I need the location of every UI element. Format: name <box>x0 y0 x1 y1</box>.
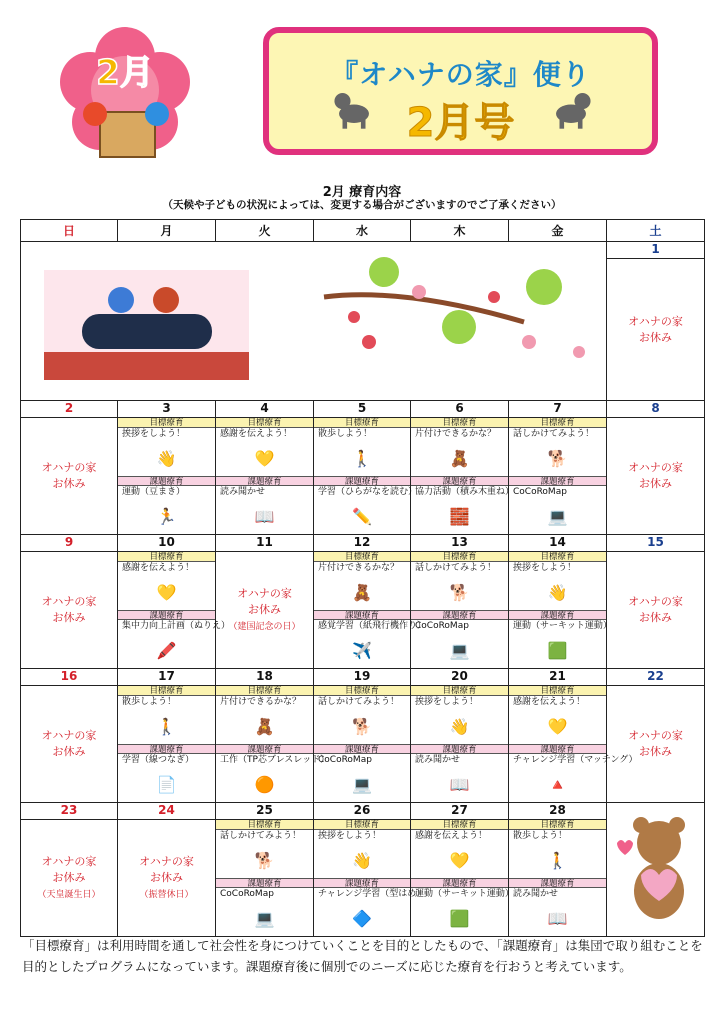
greeting-icon: 👋 <box>449 716 470 736</box>
closed-day-9: オハナの家 お休み <box>21 552 118 669</box>
goal-activity: 感謝を伝えよう！ <box>122 563 195 573</box>
day-cell-25: 目標療育 話しかけてみよう！ 🐕 課題療育 CoCoRoMap 💻 <box>216 820 314 937</box>
goal-activity: 感謝を伝えよう！ <box>415 831 488 841</box>
title-line2: 2月号 <box>406 100 515 146</box>
coloring-icon: 🖍️ <box>156 640 177 660</box>
task-activity: 工作（TP芯ブレスレッド） <box>220 755 330 765</box>
newsletter-title-box <box>263 27 658 155</box>
date-17: 17 <box>118 669 216 686</box>
shape-sorter-icon: 🔷 <box>352 908 372 928</box>
date-9: 9 <box>21 535 118 552</box>
task-activity: 読み聞かせ <box>220 487 266 497</box>
date-11: 11 <box>216 535 314 552</box>
goal-activity: 話しかけてみよう！ <box>220 831 302 841</box>
date-19: 19 <box>314 669 411 686</box>
day-cell-10: 目標療育 感謝を伝えよう！ 💛 課題療育 集中力向上計画（ぬりえ） 🖍️ <box>118 552 216 669</box>
task-activity: 運動（豆まき） <box>122 487 186 497</box>
day-cell-14: 目標療育 挨拶をしよう！ 👋 課題療育 運動（サーキット運動） 🟩 <box>509 552 607 669</box>
month-decoration <box>45 22 205 172</box>
date-25: 25 <box>216 803 314 820</box>
goal-activity: 話しかけてみよう！ <box>415 563 497 573</box>
task-activity: 運動（サーキット運動） <box>415 889 514 899</box>
date-3: 3 <box>118 401 216 418</box>
date-8: 8 <box>607 401 705 418</box>
computer-icon: 💻 <box>352 774 372 794</box>
talk-icon: 🐕 <box>547 448 568 468</box>
storybook-icon: 📖 <box>547 908 568 928</box>
bird-icon <box>369 257 399 287</box>
day-cell-19: 目標療育 話しかけてみよう！ 🐕 課題療育 CoCoRoMap 💻 <box>314 686 411 803</box>
goal-activity: 散歩しよう！ <box>513 831 568 841</box>
goal-activity: 感謝を伝えよう！ <box>220 429 293 439</box>
thanks-icon: 💛 <box>449 850 470 870</box>
day-cell-5: 目標療育 散歩しよう！ 🚶 課題療育 学習（ひらがなを読む） ✏️ <box>314 418 411 535</box>
thanks-icon: 💛 <box>254 448 275 468</box>
task-activity: CoCoRoMap <box>513 487 567 497</box>
circuit-mat-icon: 🟩 <box>547 640 568 660</box>
date-2: 2 <box>21 401 118 418</box>
date-18: 18 <box>216 669 314 686</box>
closed-day-24: オハナの家 お休み （振替休日） <box>118 820 216 937</box>
bear-illustration <box>607 803 705 937</box>
closed-day-11: オハナの家 お休み （建国記念の日） <box>216 552 314 669</box>
red-oni-icon <box>153 287 179 313</box>
weekday-tue: 火 <box>216 220 314 242</box>
calendar-table <box>20 219 705 937</box>
closed-day-22: オハナの家 お休み <box>607 686 705 803</box>
date-21: 21 <box>509 669 607 686</box>
talk-icon: 🐕 <box>449 582 470 602</box>
schedule-heading: 2月 療育内容 <box>322 185 402 200</box>
goal-activity: 挨拶をしよう！ <box>415 697 479 707</box>
task-activity: CoCoRoMap <box>415 621 469 631</box>
day-cell-21: 目標療育 感謝を伝えよう！ 💛 課題療育 チャレンジ学習（マッチング） 🔺 <box>509 686 607 803</box>
day-cell-4: 目標療育 感謝を伝えよう！ 💛 課題療育 読み聞かせ 📖 <box>216 418 314 535</box>
closed-day-1: オハナの家 お休み <box>607 259 705 401</box>
date-20: 20 <box>411 669 509 686</box>
greeting-icon: 👋 <box>156 448 177 468</box>
closed-day-15: オハナの家 お休み <box>607 552 705 669</box>
goal-activity: 挨拶をしよう！ <box>122 429 186 439</box>
task-activity: 学習（ひらがなを読む） <box>318 487 418 497</box>
closed-day-8: オハナの家 お休み <box>607 418 705 535</box>
day-cell-27: 目標療育 感謝を伝えよう！ 💛 課題療育 運動（サーキット運動） 🟩 <box>411 820 509 937</box>
toy-box-icon: 🧸 <box>449 448 470 468</box>
toy-box-icon: 🧸 <box>254 716 275 736</box>
day-cell-26: 目標療育 挨拶をしよう！ 👋 課題療育 チャレンジ学習（型はめ） 🔷 <box>314 820 411 937</box>
bracelet-icon: 🟠 <box>254 774 275 794</box>
talk-icon: 🐕 <box>352 716 372 736</box>
goal-activity: 挨拶をしよう！ <box>513 563 577 573</box>
date-14: 14 <box>509 535 607 552</box>
greeting-icon: 👋 <box>547 582 568 602</box>
date-27: 27 <box>411 803 509 820</box>
banner-illustration <box>24 242 604 384</box>
date-10: 10 <box>118 535 216 552</box>
setsubun-banner <box>21 242 607 401</box>
day-cell-18: 目標療育 片付けできるかな？ 🧸 課題療育 工作（TP芯ブレスレッド） 🟠 <box>216 686 314 803</box>
blue-oni-icon <box>145 102 169 126</box>
storybook-icon: 📖 <box>449 774 470 794</box>
goal-activity: 片付けできるかな？ <box>220 697 302 707</box>
walk-icon: 🚶 <box>547 850 568 870</box>
toy-box-icon: 🧸 <box>352 582 372 602</box>
dog-icon <box>548 85 594 131</box>
goal-activity: 感謝を伝えよう！ <box>513 697 586 707</box>
task-activity: 協力活動（積み木重ね） <box>415 487 515 497</box>
storybook-icon: 📖 <box>254 506 275 526</box>
month-badge: 2月 <box>96 53 154 93</box>
weekday-sun: 日 <box>21 220 118 242</box>
day-cell-20: 目標療育 挨拶をしよう！ 👋 課題療育 読み聞かせ 📖 <box>411 686 509 803</box>
thanks-icon: 💛 <box>156 582 177 602</box>
weekday-wed: 水 <box>314 220 411 242</box>
goal-activity: 片付けできるかな？ <box>318 563 400 573</box>
weekday-mon: 月 <box>118 220 216 242</box>
day-cell-12: 目標療育 片付けできるかな？ 🧸 課題療育 感覚学習（紙飛行機作り） ✈️ <box>314 552 411 669</box>
date-6: 6 <box>411 401 509 418</box>
closed-day-23: オハナの家 お休み （天皇誕生日） <box>21 820 118 937</box>
walk-icon: 🚶 <box>352 448 372 468</box>
weekday-thu: 木 <box>411 220 509 242</box>
date-23: 23 <box>21 803 118 820</box>
date-26: 26 <box>314 803 411 820</box>
date-16: 16 <box>21 669 118 686</box>
day-cell-6: 目標療育 片付けできるかな？ 🧸 課題療育 協力活動（積み木重ね） 🧱 <box>411 418 509 535</box>
goal-activity: 挨拶をしよう！ <box>318 831 382 841</box>
program-description: 「目標療育」は利用時間を通して社会性を身につけていくことを目的としたもので、「課題療育」は集団で取り組むことを目的としたプログラムになっています。課題療育後に個別でのニーズに応じた療育を行おうと考えています。 <box>22 938 703 974</box>
bird-icon <box>442 310 476 344</box>
goal-activity: 片付けできるかな？ <box>415 429 497 439</box>
date-24: 24 <box>118 803 216 820</box>
task-activity: チャレンジ学習（マッチング） <box>513 755 638 765</box>
day-cell-7: 目標療育 話しかけてみよう！ 🐕 課題療育 CoCoRoMap 💻 <box>509 418 607 535</box>
bird-icon <box>526 269 562 305</box>
matching-icon: 🔺 <box>547 774 568 794</box>
day-cell-28: 目標療育 散歩しよう！ 🚶 課題療育 読み聞かせ 📖 <box>509 820 607 937</box>
day-cell-13: 目標療育 話しかけてみよう！ 🐕 課題療育 CoCoRoMap 💻 <box>411 552 509 669</box>
date-1: 1 <box>607 242 705 259</box>
greeting-icon: 👋 <box>352 850 372 870</box>
title-line1: 『オハナの家』便り <box>330 58 591 91</box>
date-13: 13 <box>411 535 509 552</box>
circuit-mat-icon: 🟩 <box>449 908 470 928</box>
red-oni-icon <box>83 102 107 126</box>
goal-activity: 散歩しよう！ <box>318 429 373 439</box>
thanks-icon: 💛 <box>547 716 568 736</box>
walk-icon: 🚶 <box>156 716 177 736</box>
worksheet-icon: 📄 <box>156 774 177 794</box>
study-icon: ✏️ <box>352 506 372 526</box>
day-cell-3: 目標療育 挨拶をしよう！ 👋 課題療育 運動（豆まき） 🏃 <box>118 418 216 535</box>
closed-day-2: オハナの家 お休み <box>21 418 118 535</box>
weekday-sat: 土 <box>607 220 705 242</box>
date-22: 22 <box>607 669 705 686</box>
date-12: 12 <box>314 535 411 552</box>
task-activity: 読み聞かせ <box>415 755 461 765</box>
date-28: 28 <box>509 803 607 820</box>
task-activity: 読み聞かせ <box>513 889 559 899</box>
exercise-icon: 🏃 <box>156 506 177 526</box>
blue-oni-icon <box>108 287 134 313</box>
schedule-note: （天候や子どもの状況によっては、変更する場合がございますのでご了承ください） <box>162 199 562 211</box>
task-activity: 感覚学習（紙飛行機作り） <box>318 621 427 631</box>
task-activity: 運動（サーキット運動） <box>513 621 612 631</box>
computer-icon: 💻 <box>547 506 568 526</box>
weekday-fri: 金 <box>509 220 607 242</box>
task-activity: CoCoRoMap <box>318 755 372 765</box>
closed-day-16: オハナの家 お休み <box>21 686 118 803</box>
goal-activity: 散歩しよう！ <box>122 697 177 707</box>
date-7: 7 <box>509 401 607 418</box>
task-activity: CoCoRoMap <box>220 889 274 899</box>
computer-icon: 💻 <box>449 640 470 660</box>
computer-icon: 💻 <box>254 908 275 928</box>
task-activity: 学習（線つなぎ） <box>122 755 195 765</box>
talk-icon: 🐕 <box>254 850 275 870</box>
goal-activity: 話しかけてみよう！ <box>318 697 400 707</box>
dog-icon <box>331 85 377 131</box>
day-cell-17: 目標療育 散歩しよう！ 🚶 課題療育 学習（線つなぎ） 📄 <box>118 686 216 803</box>
ehomaki-icon <box>82 314 212 349</box>
blocks-icon: 🧱 <box>449 506 470 526</box>
task-activity: チャレンジ学習（型はめ） <box>318 889 426 899</box>
bear-with-heart-icon <box>611 813 701 923</box>
task-activity: 集中力向上計画（ぬりえ） <box>122 621 231 631</box>
date-5: 5 <box>314 401 411 418</box>
goal-activity: 話しかけてみよう！ <box>513 429 595 439</box>
date-15: 15 <box>607 535 705 552</box>
weekday-header-row <box>21 220 705 242</box>
paper-plane-icon: ✈️ <box>352 640 372 660</box>
date-4: 4 <box>216 401 314 418</box>
